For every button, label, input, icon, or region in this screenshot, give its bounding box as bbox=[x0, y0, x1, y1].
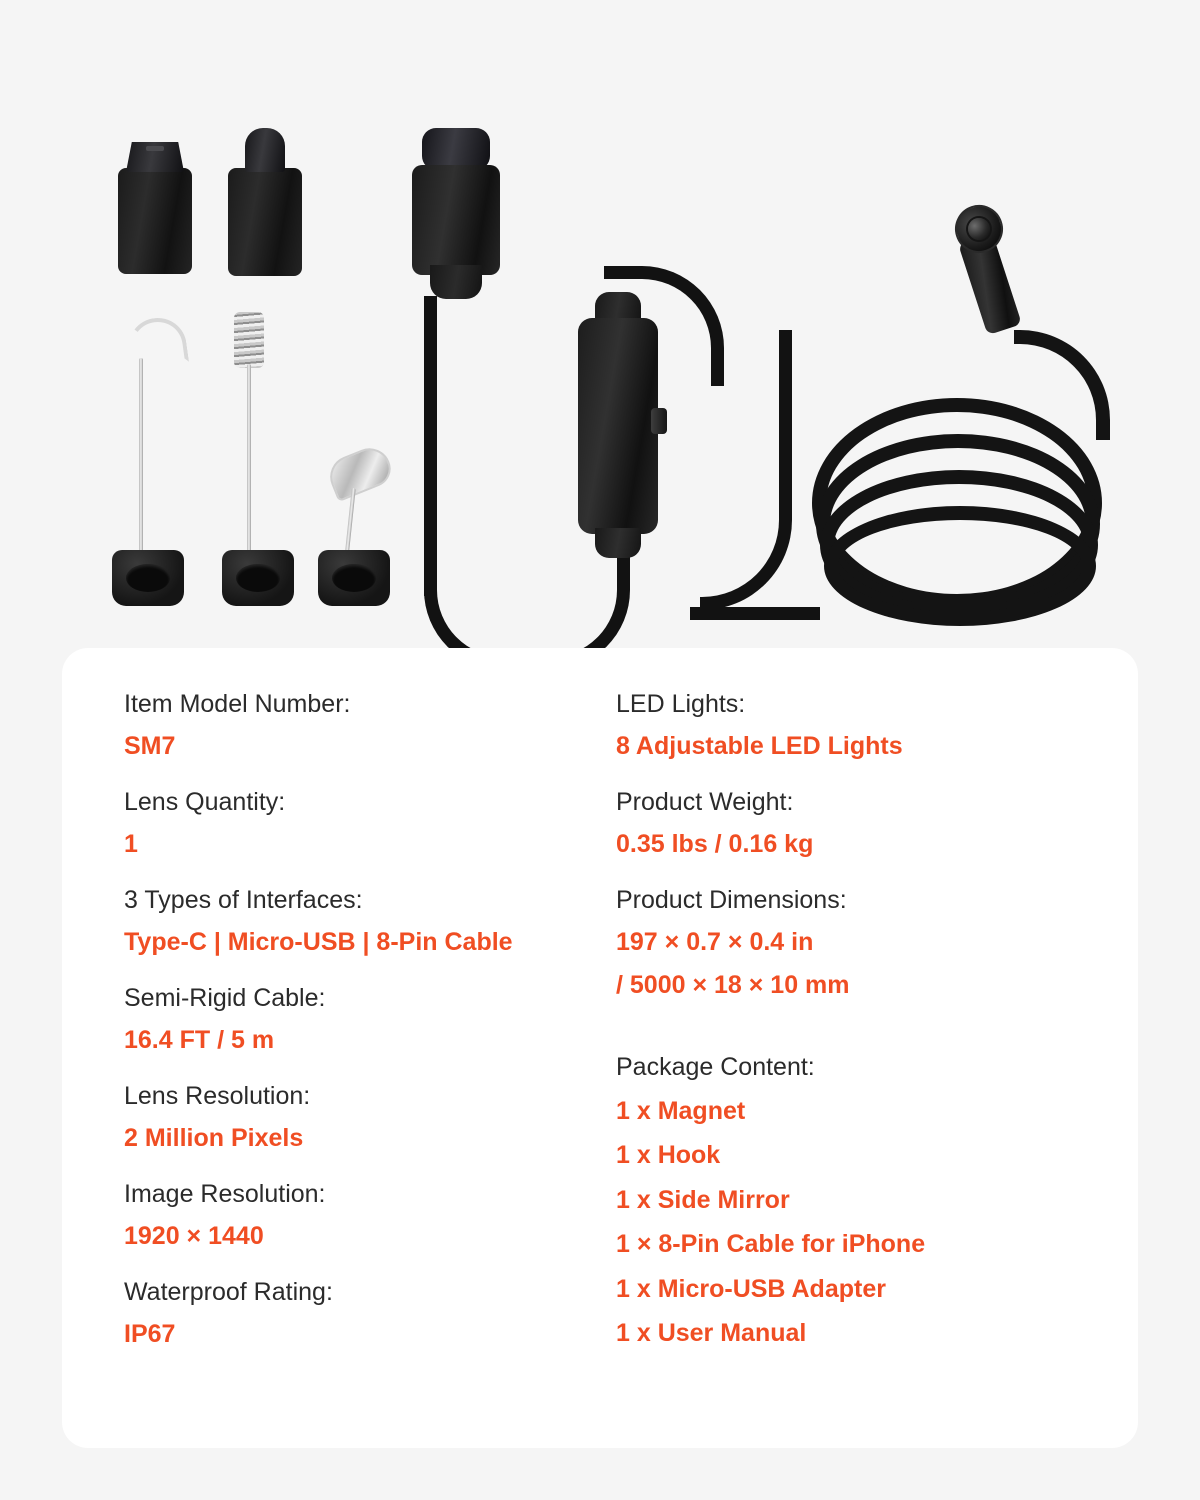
lightning-plug-icon bbox=[245, 128, 285, 172]
spec-label: Product Dimensions: bbox=[616, 886, 847, 914]
product-photo bbox=[0, 0, 1200, 660]
semi-rigid-cable-coil bbox=[824, 506, 1096, 626]
list-item: 1 x Magnet bbox=[616, 1096, 746, 1125]
type-c-connector bbox=[412, 165, 500, 275]
spec-value: IP67 bbox=[124, 1319, 176, 1348]
control-box-bottom-strain-relief bbox=[595, 528, 641, 558]
hook-shaft bbox=[139, 358, 143, 556]
brightness-dial[interactable] bbox=[651, 408, 667, 434]
spec-value: 1920 × 1440 bbox=[124, 1221, 264, 1250]
spec-item-semi-rigid-cable bbox=[124, 982, 600, 1058]
spec-value-line-2: / 5000 × 18 × 10 mm bbox=[616, 971, 850, 1000]
spec-value: 16.4 FT / 5 m bbox=[124, 1025, 275, 1054]
magnet-spring-icon bbox=[234, 312, 264, 368]
mirror-base bbox=[318, 550, 390, 606]
camera-head bbox=[949, 199, 1009, 259]
micro-usb-adapter bbox=[118, 168, 192, 274]
spec-label: Product Weight: bbox=[616, 788, 794, 816]
spec-item-lens-quantity bbox=[124, 786, 600, 862]
package-content-block bbox=[616, 1051, 1076, 1356]
list-item: 1 x Micro-USB Adapter bbox=[616, 1274, 886, 1303]
spec-item-lens-resolution bbox=[124, 1080, 600, 1156]
spec-item-interfaces bbox=[124, 884, 600, 960]
spec-value: 0.35 lbs / 0.16 kg bbox=[616, 829, 814, 858]
spec-value: Type-C | Micro-USB | 8-Pin Cable bbox=[124, 927, 513, 956]
side-mirror-icon bbox=[324, 442, 396, 502]
package-content-label: Package Content: bbox=[616, 1052, 815, 1081]
spec-label: Waterproof Rating: bbox=[124, 1278, 333, 1306]
spec-value: 2 Million Pixels bbox=[124, 1123, 304, 1152]
spec-label: Image Resolution: bbox=[124, 1180, 326, 1208]
eight-pin-adapter bbox=[228, 168, 302, 276]
plug-notch bbox=[146, 146, 164, 151]
spec-column-right bbox=[600, 688, 1076, 1374]
spec-label: Semi-Rigid Cable: bbox=[124, 984, 326, 1012]
spec-value: 8 Adjustable LED Lights bbox=[616, 731, 903, 760]
spec-label: Lens Quantity: bbox=[124, 788, 286, 816]
spec-value: 1 bbox=[124, 829, 138, 858]
spec-label: 3 Types of Interfaces: bbox=[124, 886, 363, 914]
spec-item-image-resolution bbox=[124, 1178, 600, 1254]
type-c-plug-icon bbox=[422, 128, 490, 170]
cable-to-camera-head bbox=[1014, 330, 1110, 440]
spec-label: Lens Resolution: bbox=[124, 1082, 311, 1110]
hook-base bbox=[112, 550, 184, 606]
spec-label: LED Lights: bbox=[616, 690, 746, 718]
spec-item-waterproof-rating bbox=[124, 1276, 600, 1352]
package-content-list bbox=[616, 1089, 1076, 1356]
list-item: 1 × 8-Pin Cable for iPhone bbox=[616, 1230, 926, 1258]
list-item: 1 x Side Mirror bbox=[616, 1185, 790, 1214]
spec-label: Item Model Number: bbox=[124, 690, 351, 718]
spec-value: 197 × 0.7 × 0.4 in bbox=[616, 927, 814, 956]
spec-value: SM7 bbox=[124, 731, 176, 760]
magnet-shaft bbox=[247, 364, 251, 556]
specification-card bbox=[62, 648, 1138, 1448]
spec-column-left bbox=[124, 688, 600, 1374]
type-c-strain-relief bbox=[430, 265, 482, 299]
list-item: 1 x User Manual bbox=[616, 1319, 807, 1347]
magnet-base bbox=[222, 550, 294, 606]
spec-item-led-lights bbox=[616, 688, 1076, 764]
micro-usb-plug-icon bbox=[126, 142, 184, 172]
list-item: 1 x Hook bbox=[616, 1141, 721, 1169]
spec-item-model-number bbox=[124, 688, 600, 764]
hook-curve-icon bbox=[125, 314, 189, 370]
spec-item-product-weight bbox=[616, 786, 1076, 862]
spec-item-product-dimensions bbox=[616, 884, 1076, 1005]
cable-bottom-run bbox=[690, 560, 820, 620]
